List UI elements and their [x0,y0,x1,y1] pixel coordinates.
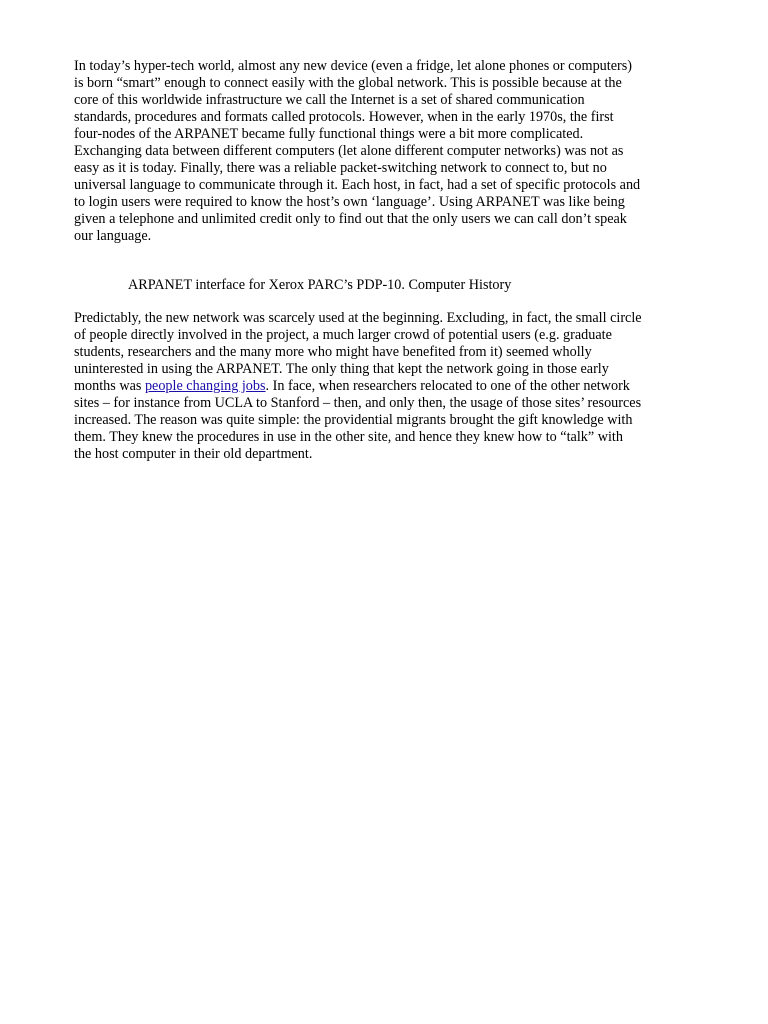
text-line: core of this worldwide infrastructure we call the Internet is a set of shared communication [74,92,585,108]
text-line: universal language to communicate through it. Each host, in fact, had a set of specific protocols and [74,177,641,193]
text-line: students, researchers and the many more who might have benefited from it) seemed wholly [74,344,592,360]
text-line: of people directly involved in the project, a much larger crowd of potential users (e.g. graduate [74,327,612,343]
link-prefix-text: months was [74,378,145,394]
text-line: to login users were required to know the host’s own ‘language’. Using ARPANET was like being [74,194,625,210]
document-body [74,58,696,463]
text-line: Exchanging data between different computers (let alone different computer networks) was not as [74,143,624,159]
text-line: easy as it is today. Finally, there was a reliable packet-switching network to connect to, but no [74,160,607,176]
text-line: four-nodes of the ARPANET became fully functional things were a bit more complicated. [74,126,584,142]
text-line: given a telephone and unlimited credit only to find out that the only users we can call don’t speak [74,211,627,227]
paragraph-intro [74,58,696,245]
text-line: them. They knew the procedures in use in the other site, and hence they knew how to “talk” with [74,429,623,445]
text-line: our language. [74,228,152,244]
text-line: the host computer in their old department. [74,446,313,462]
text-line: is born “smart” enough to connect easily with the global network. This is possible because at the [74,75,622,91]
text-line: uninterested in using the ARPANET. The only thing that kept the network going in those early [74,361,609,377]
text-line: In today’s hyper-tech world, almost any new device (even a fridge, let alone phones or computers) [74,58,632,74]
people-changing-jobs-link[interactable]: people changing jobs [144,378,266,394]
text-line: sites – for instance from UCLA to Stanford – then, and only then, the usage of those sites’ resources [74,395,642,411]
text-line-with-link [74,378,696,395]
text-line: Predictably, the new network was scarcely used at the beginning. Excluding, in fact, the small circle [74,310,642,326]
link-suffix-text: . In face, when researchers relocated to one of the other network [265,378,630,394]
paragraph-usage [74,294,696,463]
text-line: standards, procedures and formats called protocols. However, when in the early 1970s, the first [74,109,614,125]
text-line: increased. The reason was quite simple: the providential migrants brought the gift knowledge with [74,412,633,428]
image-caption: ARPANET interface for Xerox PARC’s PDP-10. Computer History [128,277,512,293]
